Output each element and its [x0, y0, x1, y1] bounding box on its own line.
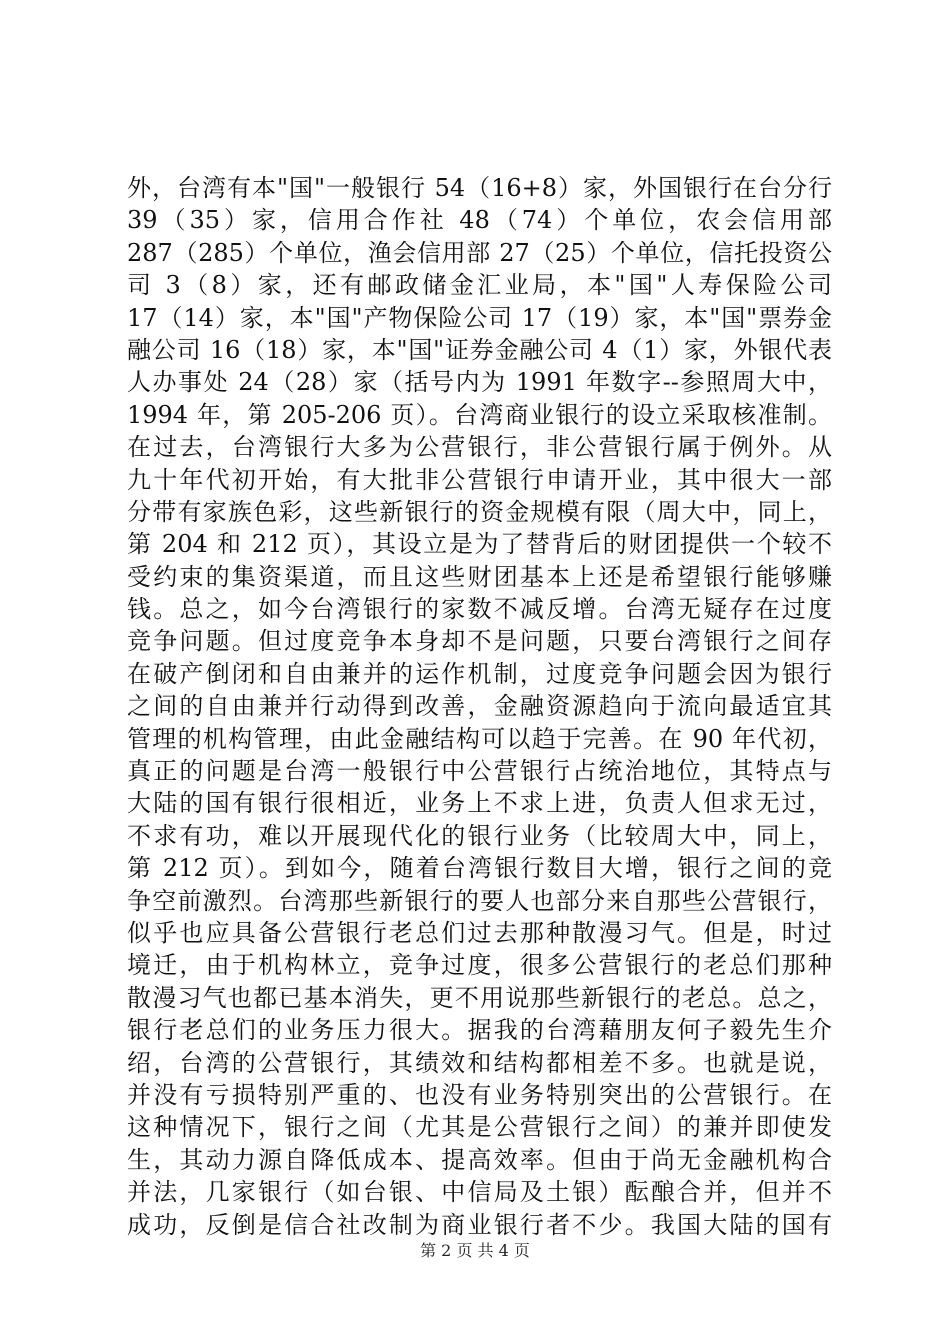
text-line: 并没有亏损特别严重的、也没有业务特别突出的公营银行。在: [127, 1080, 832, 1109]
text-line: 分带有家族色彩，这些新银行的资金规模有限（周大中，同上，: [127, 497, 832, 526]
text-line: 这种情况下，银行之间（尤其是公营银行之间）的兼并即使发: [127, 1113, 832, 1142]
text-line: 在过去，台湾银行大多为公营银行，非公营银行属于例外。从: [127, 433, 832, 462]
text-line: 不求有功，难以开展现代化的银行业务（比较周大中，同上，: [127, 821, 832, 850]
body-text: [127, 172, 832, 1241]
text-line: 司 3（8）家，还有邮政储金汇业局，本"国"人寿保险公司: [127, 271, 832, 300]
text-line: 39（35）家，信用合作社 48（74）个单位，农会信用部: [127, 206, 832, 235]
text-line: 之间的自由兼并行动得到改善，金融资源趋向于流向最适宜其: [127, 692, 832, 721]
text-line: 成功，反倒是信合社改制为商业银行者不少。我国大陆的国有: [127, 1210, 832, 1239]
text-line: 九十年代初开始，有大批非公营银行申请开业，其中很大一部: [127, 465, 832, 494]
text-line: 17（14）家，本"国"产物保险公司 17（19）家，本"国"票券金: [127, 303, 832, 332]
text-line: 1994 年，第 205-206 页）。台湾商业银行的设立采取核准制。: [127, 400, 832, 429]
text-line: 绍，台湾的公营银行，其绩效和结构都相差不多。也就是说，: [127, 1048, 832, 1077]
text-line: 似乎也应具备公营银行老总们过去那种散漫习气。但是，时过: [127, 918, 832, 947]
text-line: 真正的问题是台湾一般银行中公营银行占统治地位，其特点与: [127, 757, 832, 786]
text-line: 钱。总之，如今台湾银行的家数不减反增。台湾无疑存在过度: [127, 595, 832, 624]
text-line: 人办事处 24（28）家（括号内为 1991 年数字--参照周大中，: [127, 368, 832, 397]
text-line: 散漫习气也都已基本消失，更不用说那些新银行的老总。总之，: [127, 983, 832, 1012]
text-line: 287（285）个单位，渔会信用部 27（25）个单位，信托投资公: [127, 238, 832, 267]
text-line: 外，台湾有本"国"一般银行 54（16+8）家，外国银行在台分行: [127, 174, 832, 202]
page-footer: 第 2 页 共 4 页: [420, 1241, 530, 1260]
text-line: 受约束的集资渠道，而且这些财团基本上还是希望银行能够赚: [127, 562, 832, 591]
text-line: 争空前激烈。台湾那些新银行的要人也部分来自那些公营银行，: [127, 886, 832, 915]
text-line: 第 212 页）。到如今，随着台湾银行数目大增，银行之间的竞: [127, 854, 832, 883]
text-line: 境迁，由于机构林立，竞争过度，很多公营银行的老总们那种: [127, 951, 832, 980]
text-line: 并法，几家银行（如台银、中信局及土银）酝酿合并，但并不: [127, 1178, 832, 1207]
text-line: 生，其动力源自降低成本、提高效率。但由于尚无金融机构合: [127, 1145, 832, 1174]
text-line: 银行老总们的业务压力很大。据我的台湾藉朋友何子毅先生介: [127, 1016, 832, 1045]
text-line: 管理的机构管理，由此金融结构可以趋于完善。在 90 年代初，: [127, 724, 832, 753]
text-line: 竞争问题。但过度竞争本身却不是问题，只要台湾银行之间存: [127, 627, 832, 656]
text-line: 第 204 和 212 页），其设立是为了替背后的财团提供一个较不: [127, 530, 832, 559]
text-line: 融公司 16（18）家，本"国"证券金融公司 4（1）家，外银代表: [127, 335, 832, 364]
text-line: 在破产倒闭和自由兼并的运作机制，过度竞争问题会因为银行: [127, 659, 832, 688]
text-line: 大陆的国有银行很相近，业务上不求上进，负责人但求无过，: [127, 789, 832, 818]
